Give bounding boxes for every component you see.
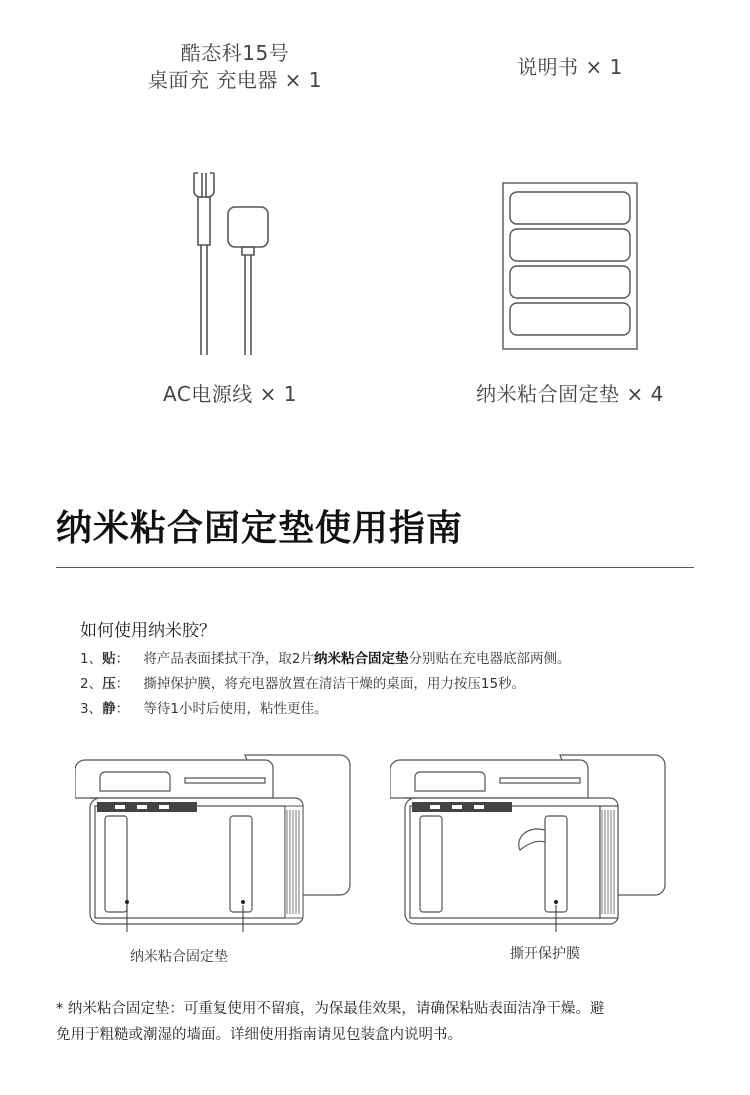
guide-title: 纳米粘合固定垫使用指南 [56,508,464,549]
adhesive-pads-label: 纳米粘合固定垫 × 4 [476,382,664,406]
ac-power-cable-icon [180,165,290,365]
peel-film-caption: 撕开保护膜 [510,946,580,962]
charger-label [120,40,350,94]
guide-title-divider [56,567,694,568]
step-1: 1、贴： 将产品表面揉拭干净，取2片纳米粘合固定垫分别贴在充电器底部两侧。 [80,651,571,667]
charger-label-line2: 桌面充 充电器 × 1 [147,68,323,92]
step-3: 3、静： 等待1小时后使用，粘性更佳。 [80,701,328,717]
charger-with-pads-illustration [75,750,365,935]
usage-question: 如何使用纳米胶？ [80,621,216,641]
footnote [56,996,696,1048]
manual-sheet-icon [500,180,640,352]
peel-film-illustration [390,750,680,935]
step-2: 2、压： 撕掉保护膜，将充电器放置在清洁干燥的桌面，用力按压15秒。 [80,676,526,692]
footnote-line-2: 免用于粗糙或潮湿的墙面。详细使用指南请见包装盒内说明书。 [56,1027,462,1043]
pads-caption: 纳米粘合固定垫 [130,949,228,965]
footnote-line-1: * 纳米粘合固定垫：可重复使用不留痕，为保最佳效果，请确保粘贴表面洁净干燥。避 [56,1001,605,1017]
charger-label-line1: 酷态科15号 [180,41,290,65]
ac-cable-label: AC电源线 × 1 [163,382,297,406]
manual-label: 说明书 × 1 [517,55,623,79]
